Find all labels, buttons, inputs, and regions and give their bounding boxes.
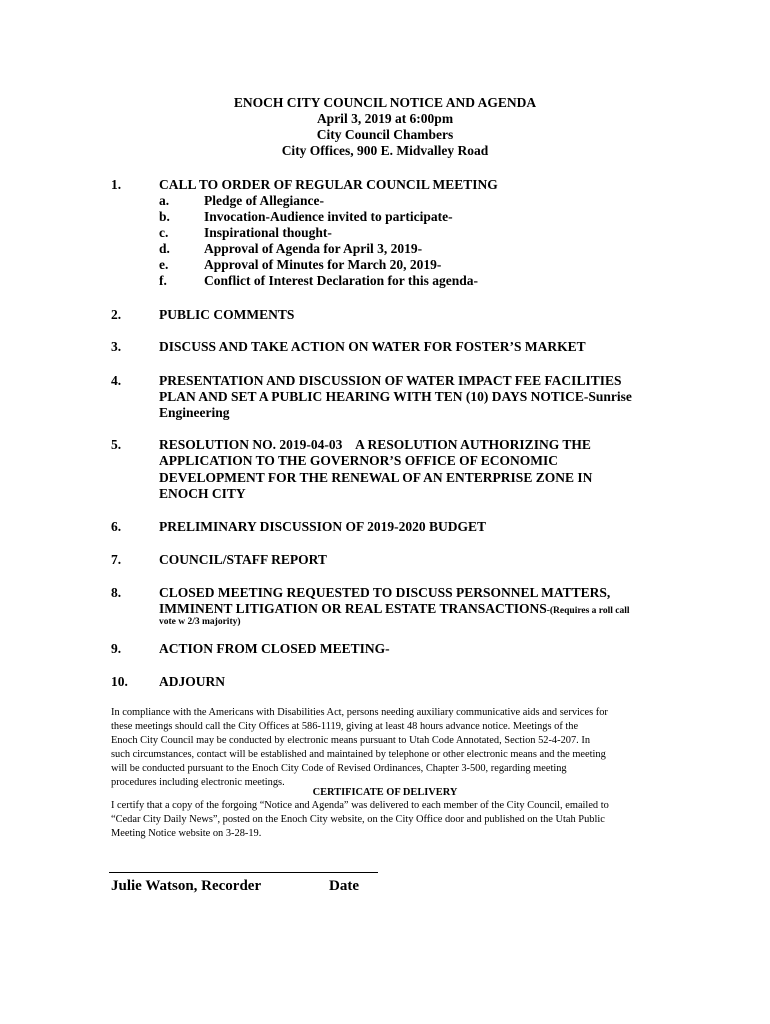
sub-item-letter: e.	[159, 257, 169, 272]
certificate-title: CERTIFICATE OF DELIVERY	[312, 787, 458, 798]
item-title-line: ENOCH CITY	[159, 486, 246, 501]
item-note: vote w 2/3 majority)	[159, 617, 241, 627]
signature-line	[109, 872, 378, 873]
item-title-line: Engineering	[159, 405, 230, 420]
certificate-line: Meeting Notice website on 3-28-19.	[111, 828, 262, 839]
item-number: 7.	[111, 552, 122, 567]
item-title-line: CLOSED MEETING REQUESTED TO DISCUSS PERSONNEL MATTERS,	[159, 585, 611, 600]
sub-item-text: Conflict of Interest Declaration for this agenda-	[204, 273, 478, 288]
meeting-address: City Offices, 900 E. Midvalley Road	[281, 143, 489, 158]
sub-item-text: Approval of Agenda for April 3, 2019-	[204, 241, 423, 256]
compliance-line: such circumstances, contact will be established and maintained by telephone or other electronic means and the meeting	[111, 749, 606, 760]
sub-item-text: Pledge of Allegiance-	[204, 193, 324, 208]
item-number: 4.	[111, 373, 122, 388]
compliance-line: will be conducted pursuant to the Enoch City Code of Revised Ordinances, Chapter 3-500, regarding meeting	[111, 763, 567, 774]
sub-item-letter: b.	[159, 209, 170, 224]
item-title: PRELIMINARY DISCUSSION OF 2019-2020 BUDGET	[159, 519, 487, 534]
item-title-text: IMMINENT LITIGATION OR REAL ESTATE TRANSACTIONS	[159, 601, 547, 616]
sub-item-letter: d.	[159, 241, 170, 256]
item-number: 2.	[111, 307, 122, 322]
item-number: 1.	[111, 177, 122, 192]
item-title-line: PRESENTATION AND DISCUSSION OF WATER IMPACT FEE FACILITIES	[159, 373, 622, 388]
item-title: ACTION FROM CLOSED MEETING-	[159, 641, 390, 656]
certificate-line: I certify that a copy of the forgoing “Notice and Agenda” was delivered to each member of the City Council, emailed to	[111, 800, 609, 811]
item-number: 3.	[111, 339, 122, 354]
sub-item-text: Approval of Minutes for March 20, 2019-	[204, 257, 442, 272]
item-number: 5.	[111, 437, 122, 452]
item-title: DISCUSS AND TAKE ACTION ON WATER FOR FOSTER’S MARKET	[159, 339, 586, 354]
item-number: 6.	[111, 519, 122, 534]
document-title: ENOCH CITY COUNCIL NOTICE AND AGENDA	[233, 95, 537, 110]
meeting-location: City Council Chambers	[316, 127, 454, 142]
sub-item-text: Invocation-Audience invited to participate-	[204, 209, 453, 224]
item-title-line: PLAN AND SET A PUBLIC HEARING WITH TEN (10) DAYS NOTICE-Sunrise	[159, 389, 632, 404]
item-title-line: DEVELOPMENT FOR THE RENEWAL OF AN ENTERPRISE ZONE IN	[159, 470, 593, 485]
meeting-date: April 3, 2019 at 6:00pm	[316, 111, 454, 126]
compliance-line: these meetings should call the City Offices at 586-1119, giving at least 48 hours advance notice. Meetings of the	[111, 721, 579, 732]
sub-item-letter: c.	[159, 225, 169, 240]
item-number: 9.	[111, 641, 122, 656]
item-number: 8.	[111, 585, 122, 600]
compliance-line: procedures including electronic meetings.	[111, 777, 285, 788]
compliance-line: In compliance with the Americans with Disabilities Act, persons needing auxiliary communicative aids and services for	[111, 707, 608, 718]
item-title: ADJOURN	[159, 674, 225, 689]
item-title-line: RESOLUTION NO. 2019-04-03 A RESOLUTION AUTHORIZING THE	[159, 437, 591, 452]
item-title: CALL TO ORDER OF REGULAR COUNCIL MEETING	[159, 177, 498, 192]
item-number: 10.	[111, 674, 128, 689]
item-note: -(Requires a roll call	[546, 606, 630, 616]
item-title: PUBLIC COMMENTS	[159, 307, 295, 322]
sub-item-letter: f.	[159, 273, 167, 288]
certificate-line: “Cedar City Daily News”, posted on the Enoch City website, on the City Office door and published on the Utah Public	[111, 814, 605, 825]
compliance-line: Enoch City Council may be conducted by electronic means pursuant to Utah Code Annotated, Section 52-4-207. In	[111, 735, 591, 746]
date-label: Date	[329, 878, 359, 894]
recorder-name: Julie Watson, Recorder	[111, 878, 262, 894]
item-title: COUNCIL/STAFF REPORT	[159, 552, 327, 567]
sub-item-letter: a.	[159, 193, 170, 208]
sub-item-text: Inspirational thought-	[204, 225, 332, 240]
item-title-line: APPLICATION TO THE GOVERNOR’S OFFICE OF ECONOMIC	[159, 453, 559, 468]
